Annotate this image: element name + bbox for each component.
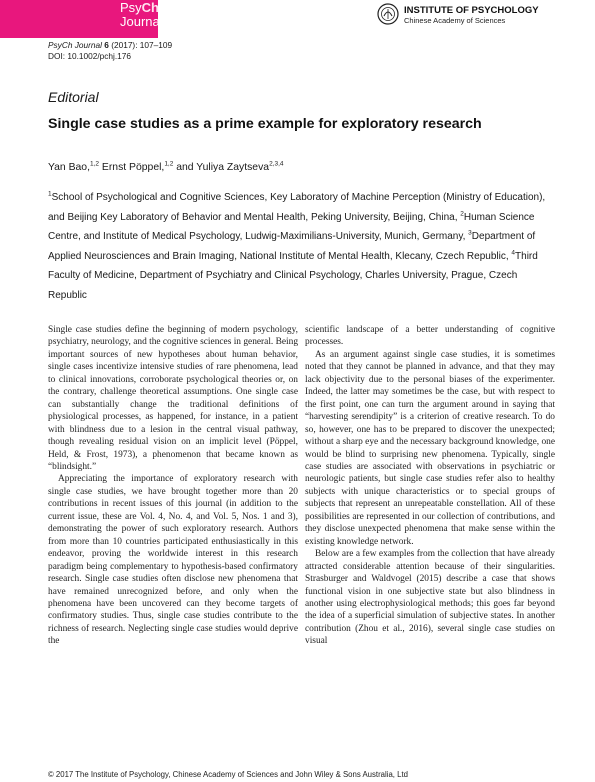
institute-header <box>377 3 577 29</box>
article-title: Single case studies as a prime example for exploratory research <box>48 116 482 132</box>
author-name: and Yuliya Zaytseva <box>173 162 270 173</box>
affiliation-sup: 3 <box>468 229 472 237</box>
author-name: Yan Bao, <box>48 162 90 173</box>
body-paragraph: Below are a few examples from the collection that have already attracted considerable attention because of their singularities. Strasburger and Waldvogel (2015) describe a case that shows functional vision in one subjective state but also blindness in another using electrophysiological methods; this goes far beyond the idea of a superficial simulation of subjective states. In another contribution (Zhou et al., 2016), several single case studies on visual <box>305 549 555 647</box>
affiliations <box>48 188 550 306</box>
author-sup: 1,2 <box>164 160 174 168</box>
institute-name: INSTITUTE OF PSYCHOLOGY <box>404 5 539 16</box>
body-column-right <box>305 324 555 648</box>
affiliation-sup: 4 <box>511 249 516 257</box>
citation-doi: DOI: 10.1002/pchj.176 <box>48 51 132 61</box>
citation-journal: PsyCh Journal <box>48 40 102 50</box>
journal-logo-line1: PsyCh <box>120 0 160 15</box>
journal-logo-line2: Journal <box>120 14 163 29</box>
institute-subtitle: Chinese Academy of Sciences <box>404 16 506 25</box>
affiliation-text: Department of Applied Neurosciences and Brain Imaging, National Institute of Mental Health, Klecany, Czech Republic, <box>48 231 536 262</box>
citation-rest: (2017): 107–109 <box>108 40 173 50</box>
citation <box>48 40 172 62</box>
author-sup: 2,3,4 <box>269 160 284 168</box>
author-name: Ernst Pöppel, <box>99 162 165 173</box>
institute-seal-icon <box>377 3 399 25</box>
body-paragraph: Appreciating the importance of exploratory research with single case studies, we have brought together more than 20 contributions in recent issues of this journal (in addition to the current issue, these are Vol. 4, No. 4, and Vol. 5, Nos. 1 and 3), demonstrating the power of such exploratory research. Authors from more than 10 countries participated enthusiastically in this endeavor, proving the worldwide interest in this research paradigm being complementary to hypothesis-based confirmatory research. Single case studies often disclose new phenomena that have remained unrecognized before, and only when the phenomena have been uncovered can they become targets of confirmatory studies. Thus, single case studies contribute to the richness of research. Neglecting single case studies would deprive the <box>48 474 298 647</box>
author-list <box>48 162 284 173</box>
author-sup: 1,2 <box>89 160 100 168</box>
affiliation-text: Human Science Centre, and Institute of Medical Psychology, Ludwig-Maximilians-University, Munich, Germany, <box>48 211 535 243</box>
body-paragraph: scientific landscape of a better understanding of cognitive processes. <box>305 325 555 348</box>
copyright-footer: © 2017 The Institute of Psychology, Chinese Academy of Sciences and John Wiley & Sons Australia, Ltd <box>48 770 408 779</box>
affiliation-text: Third Faculty of Medicine, Department of Psychiatry and Clinical Psychology, Charles University, Prague, Czech Republic <box>48 250 538 301</box>
journal-logo <box>0 0 163 38</box>
affiliation-sup: 2 <box>460 210 464 218</box>
body-column-left <box>48 324 298 648</box>
citation-volume: 6 <box>104 40 109 50</box>
affiliation-sup: 1 <box>48 190 52 198</box>
affiliation-text: School of Psychological and Cognitive Sciences, Key Laboratory of Machine Perception (Ministry of Education), and Beijing Key Laboratory of Behavior and Mental Health, Peking University, Beijing, China, <box>48 192 546 223</box>
body-paragraph: As an argument against single case studies, it is sometimes noted that they cannot be planned in advance, and that they may lack objectivity due to the personal biases of the experimenter. Indeed, the latter may sometimes be the case, but with respect to the first point, one can turn the argument around in saying that “harvesting serendipity” is a criterion of creative research. To do so, however, one has to be prepared to discover the unexpected; without a sharp eye and the necessary background knowledge, one would be blind to surprising new phenomena. Typically, single case studies are associated with observations in psychiatric or neurologic patients, but single case studies refer also to healthy subjects with unique characteristics or to special groups of subjects that represent an unrepeatable constellation. All of these possibilities are represented in our collection of contributions, and they disclose unexpected phenomena that make sense within the existing knowledge network. <box>305 349 555 547</box>
citation-line <box>48 40 172 51</box>
body-paragraph: Single case studies define the beginning of modern psychology, psychiatry, neurology, and the cognitive sciences in general. Being important sources of new hypotheses about human behavior, single cases incentivize intensive studies of rare phenomena, lead to clinical innovations, corroborate psychological theories or, on the contrary, challenge theoretical assumptions. One single case can substantially change the traditional definitions of physiological processes, as happened, for instance, in a patient with blindness due to a lesion in the central visual pathway, though revealing residual vision on an implicit level (Pöppel, Held, & Frost, 1973), a phenomenon that became known as “blindsight.” <box>48 325 299 472</box>
section-label: Editorial <box>48 89 99 105</box>
